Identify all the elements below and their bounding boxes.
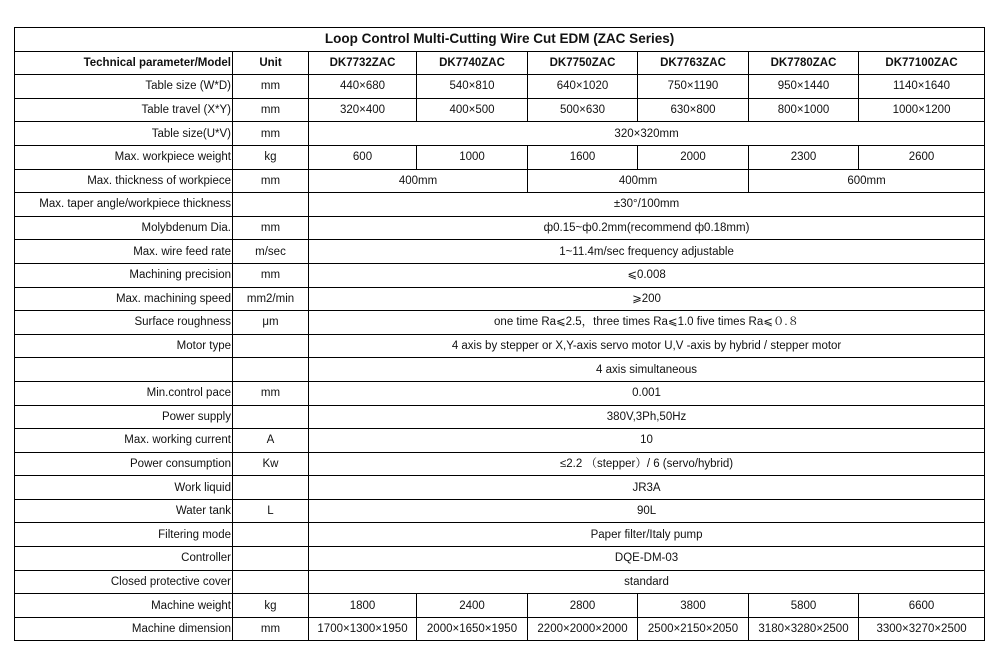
table-row [15,594,985,618]
value-cell: 1140×1640 [859,75,985,99]
value-cell: 2500×2150×2050 [638,617,749,641]
table-row [15,476,985,500]
value-cell: 630×800 [638,98,749,122]
value-cell: standard [309,570,985,594]
unit-cell: mm [233,381,309,405]
param-label: Max. workpiece weight [15,145,233,169]
param-label: Table size (W*D) [15,75,233,99]
value-cell: 1800 [309,594,417,618]
header-model: DK7763ZAC [638,51,749,75]
value-cell: 90L [309,499,985,523]
table-row [15,311,985,335]
value-cell: 3800 [638,594,749,618]
param-label: Max. taper angle/workpiece thickness [15,193,233,217]
value-cell: 400mm [309,169,528,193]
unit-cell: A [233,429,309,453]
value-cell: 640×1020 [528,75,638,99]
unit-cell: kg [233,145,309,169]
table-row [15,334,985,358]
value-cell: 2800 [528,594,638,618]
value-cell: 750×1190 [638,75,749,99]
param-label: Machine dimension [15,617,233,641]
value-cell: 320×400 [309,98,417,122]
unit-cell: mm2/min [233,287,309,311]
table-row [15,287,985,311]
table-row [15,98,985,122]
value-cell: ≤2.2 （stepper）/ 6 (servo/hybrid) [309,452,985,476]
value-cell: ±30°/100mm [309,193,985,217]
unit-cell [233,476,309,500]
table-row [15,523,985,547]
value-cell: 600 [309,145,417,169]
table-row [15,452,985,476]
param-label [15,358,233,382]
value-cell: 3180×3280×2500 [749,617,859,641]
param-label: Table travel (X*Y) [15,98,233,122]
table-row [15,617,985,641]
value-cell: 1600 [528,145,638,169]
unit-cell [233,523,309,547]
value-cell: 10 [309,429,985,453]
value-cell: 1000×1200 [859,98,985,122]
value-cell: one time Ra⩽2.5，three times Ra⩽1.0 five times Ra⩽０.８ [309,311,985,335]
value-cell: 1700×1300×1950 [309,617,417,641]
value-cell: 2200×2000×2000 [528,617,638,641]
header-model: DK7740ZAC [417,51,528,75]
unit-cell: mm [233,75,309,99]
unit-cell [233,334,309,358]
value-cell: 440×680 [309,75,417,99]
table-row [15,240,985,264]
value-cell: 800×1000 [749,98,859,122]
param-label: Closed protective cover [15,570,233,594]
param-label: Min.control pace [15,381,233,405]
header-model: DK7780ZAC [749,51,859,75]
value-cell: 2000 [638,145,749,169]
value-cell: 1000 [417,145,528,169]
param-label: Power supply [15,405,233,429]
value-cell: 0.001 [309,381,985,405]
table-row [15,429,985,453]
value-cell: 400mm [528,169,749,193]
value-cell: 2300 [749,145,859,169]
value-cell: 2600 [859,145,985,169]
value-cell: 2000×1650×1950 [417,617,528,641]
unit-cell [233,193,309,217]
unit-cell: kg [233,594,309,618]
header-param: Technical parameter/Model [15,51,233,75]
param-label: Work liquid [15,476,233,500]
unit-cell: mm [233,169,309,193]
value-cell: 5800 [749,594,859,618]
table-row [15,193,985,217]
table-row [15,547,985,571]
value-cell: 600mm [749,169,985,193]
header-model: DK77100ZAC [859,51,985,75]
param-label: Controller [15,547,233,571]
value-cell: 3300×3270×2500 [859,617,985,641]
param-label: Max. thickness of workpiece [15,169,233,193]
header-unit: Unit [233,51,309,75]
value-cell: 320×320mm [309,122,985,146]
unit-cell [233,570,309,594]
unit-cell: mm [233,98,309,122]
unit-cell: mm [233,263,309,287]
table-row [15,405,985,429]
value-cell: ⩽0.008 [309,263,985,287]
table-row [15,499,985,523]
spec-table [14,27,985,641]
value-cell: 2400 [417,594,528,618]
param-label: Machine weight [15,594,233,618]
value-cell: 4 axis simultaneous [309,358,985,382]
param-label: Motor type [15,334,233,358]
param-label: Filtering mode [15,523,233,547]
value-cell: 6600 [859,594,985,618]
value-cell: 400×500 [417,98,528,122]
value-cell: DQE-DM-03 [309,547,985,571]
header-model: DK7732ZAC [309,51,417,75]
table-row [15,145,985,169]
unit-cell: mm [233,617,309,641]
table-row [15,75,985,99]
value-cell: 1~11.4m/sec frequency adjustable [309,240,985,264]
table-row [15,216,985,240]
spec-table-body [15,28,985,641]
header-model: DK7750ZAC [528,51,638,75]
value-cell: Paper filter/Italy pump [309,523,985,547]
table-title: Loop Control Multi-Cutting Wire Cut EDM (ZAC Series) [15,28,985,52]
unit-cell [233,547,309,571]
value-cell: 4 axis by stepper or X,Y-axis servo motor U,V -axis by hybrid / stepper motor [309,334,985,358]
unit-cell: m/sec [233,240,309,264]
param-label: Max. wire feed rate [15,240,233,264]
param-label: Max. working current [15,429,233,453]
unit-cell [233,358,309,382]
unit-cell: mm [233,122,309,146]
unit-cell: μm [233,311,309,335]
param-label: Surface roughness [15,311,233,335]
value-cell: ⩾200 [309,287,985,311]
table-row [15,570,985,594]
header-row [15,51,985,75]
param-label: Power consumption [15,452,233,476]
param-label: Molybdenum Dia. [15,216,233,240]
value-cell: ф0.15~ф0.2mm(recommend ф0.18mm) [309,216,985,240]
table-row [15,169,985,193]
table-row [15,122,985,146]
unit-cell [233,405,309,429]
title-row [15,28,985,52]
value-cell: 500×630 [528,98,638,122]
value-cell: 380V,3Ph,50Hz [309,405,985,429]
unit-cell: mm [233,216,309,240]
param-label: Machining precision [15,263,233,287]
unit-cell: L [233,499,309,523]
param-label: Water tank [15,499,233,523]
value-cell: JR3A [309,476,985,500]
table-row [15,263,985,287]
table-row [15,381,985,405]
value-cell: 950×1440 [749,75,859,99]
value-cell: 540×810 [417,75,528,99]
param-label: Max. machining speed [15,287,233,311]
table-row [15,358,985,382]
param-label: Table size(U*V) [15,122,233,146]
unit-cell: Kw [233,452,309,476]
